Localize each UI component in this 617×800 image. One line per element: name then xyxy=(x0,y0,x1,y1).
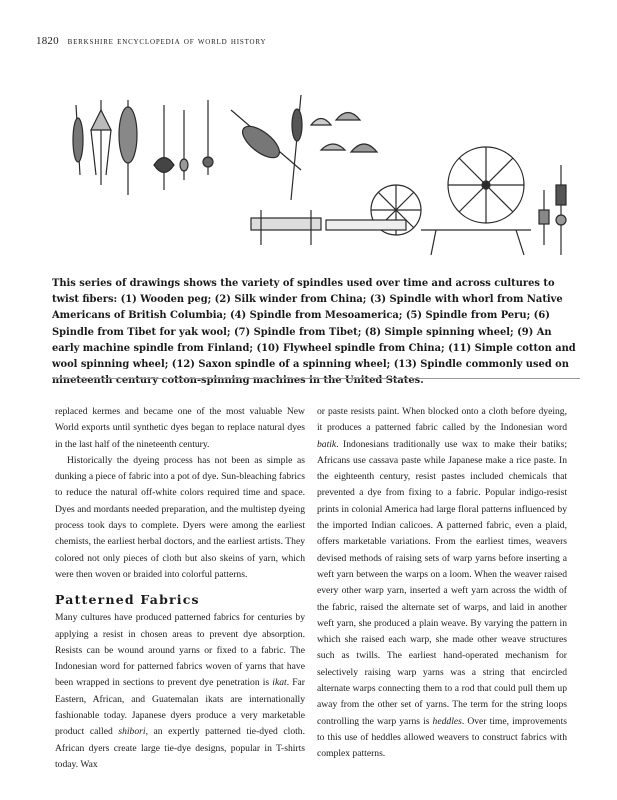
paragraph xyxy=(55,610,305,773)
text-run: . Indonesians traditionally use wax to make their batiks; Africans use cassava paste while Japanese make a rice paste. In the eighteenth century, resist pastes included chemicals that prevented a dye from fixing to a fabric. Popular indigo-resist prints in colonial America had large floral patterns influenced by the imported Indian calicoes. A patterned fabric, even a plaid, offers marketable variations. From the earliest times, weavers devised methods of raising sets of warp yarns before inserting a weft yarn between the warps on a loom. When the weaver raised every other warp yarn, inserted a weft yarn across the width of the fabric, raised the alternate set of warps, and laid in another weft yarn, she produced a plain weave. By varying the pattern in which she raised each warp, she made other weave structures such as twills. The earliest hand-operated mechanism for selectively raising warp yarns was a string that encircled alternate warps connecting them to a rod that could pull them up away from the other set of yarns. The term for the string loops controlling the warp yarns is xyxy=(317,438,567,727)
text-run: . Far Eastern, African, and Guatemalan ikats are internationally fashionable today. Japanese dyers produce a very marketable product called xyxy=(55,677,306,738)
italic-term: shibori xyxy=(118,726,146,738)
text-run: or paste resists paint. When blocked onto a cloth before dyeing, it produces a patterned fabric called by the Indonesian word xyxy=(317,406,567,434)
section-heading: Patterned Fabrics xyxy=(55,592,200,608)
caption-divider xyxy=(52,378,580,379)
paragraph: Historically the dyeing process has not been as simple as dunking a piece of fabric into a pot of dye. Sun-bleaching fabrics to reduce the natural off-white colors required time and space. Dyes and mordants needed preparation, and the multistep dyeing process took days to complete. Dyers were among the earliest chemists, the earliest herbal doctors, and the earliest artists. They colored not only pieces of cloth but also skeins of yarn, which were then woven or braided into colorful patterns. xyxy=(55,454,305,580)
italic-term: batik xyxy=(317,438,337,450)
text-run: . Over time, improvements to this use of heddles allowed weavers to construct fabrics with complex patterns. xyxy=(317,715,567,760)
page-number: 1820 xyxy=(36,35,59,47)
text-run: Many cultures have produced patterned fabrics for centuries by applying a resist in chosen areas to prevent dye absorption. Resists can be wound around yarns or fixed to a fabric. The Indonesian word for patterned fabrics woven of yarns that have been wrapped in sections to prevent dye penetration is xyxy=(55,612,305,689)
paragraph: replaced kermes and became one of the most valuable New World exports until synthetic dyes began to replace natural dyes in the last half of the nineteenth century. xyxy=(55,406,305,450)
spindles-illustration xyxy=(46,70,576,270)
text-run: , an expertly patterned tie-dyed cloth. African dyers create large tie-dye designs, popular in T-shirts today. Wax xyxy=(55,726,305,770)
running-title: berkshire encyclopedia of world history xyxy=(67,36,267,47)
running-header xyxy=(36,35,266,47)
right-column xyxy=(317,404,567,763)
italic-term: heddles xyxy=(432,715,462,727)
left-column xyxy=(55,404,305,773)
italic-term: ikat xyxy=(272,677,287,689)
spindles-drawing xyxy=(46,70,576,270)
paragraph xyxy=(317,404,567,763)
figure-caption: This series of drawings shows the variety of spindles used over time and across cultures to twist fibers: (1) Wooden peg; (2) Silk winder from China; (3) Spindle with whorl from Native Americans of British Columbia; (4) Spindle from Mesoamerica; (5) Spindle from Peru; (6) Spindle from Tibet for yak wool; (7) Spindle from Tibet; (8) Simple spinning wheel; (9) An early machine spindle from Finland; (10) Flywheel spindle from China; (11) Simple cotton and wool spinning wheel; (12) Saxon spindle of a spinning wheel; (13) Spindle commonly used on nineteenth century cotton-spinning machines in the United States. xyxy=(52,278,576,387)
